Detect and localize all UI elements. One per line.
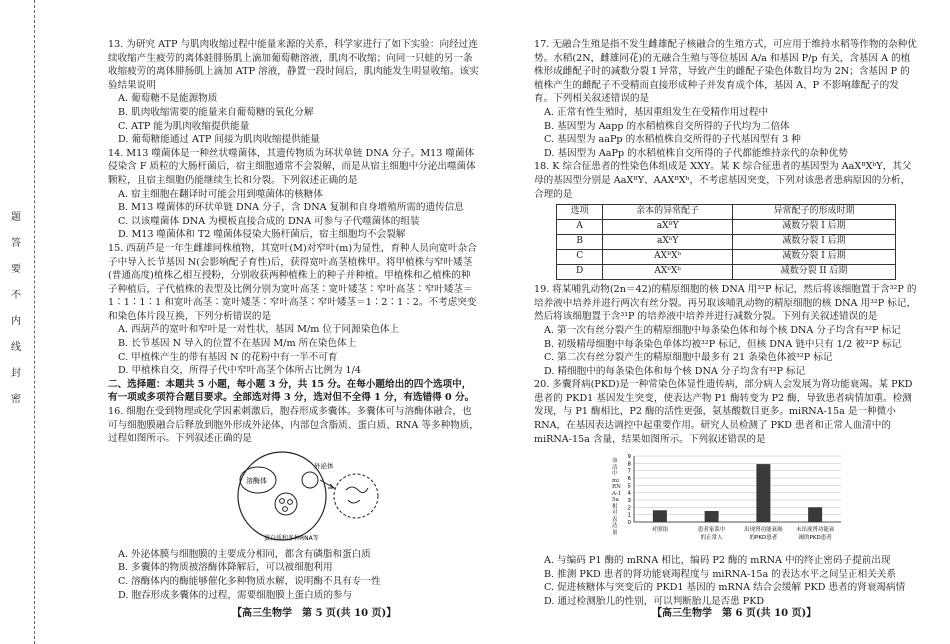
question-20-option-a: A. 与编码 P1 酶的 mRNA 相比，编码 P2 酶的 mRNA 中的终止密码子提前出现 <box>544 555 891 567</box>
chart-bar <box>705 511 719 522</box>
chart-y-tick-label: 5 <box>627 483 631 490</box>
table-row <box>557 265 896 280</box>
cell-membrane-outline <box>238 452 326 540</box>
question-13-option-b: B. 肌肉收缩需要的能量来自葡萄糖的氧化分解 <box>118 106 314 118</box>
question-14-option-a: A. 宿主细胞在翻译时可能会用到噬菌体的核糖体 <box>118 188 323 200</box>
table-cell: AXᵇXᵇ <box>603 265 733 280</box>
right-column <box>534 38 917 609</box>
chart-bar <box>653 511 667 523</box>
chart-y-tick-label: 7 <box>627 468 631 475</box>
question-14 <box>108 147 480 242</box>
exosome-label: 外泌体 <box>314 461 334 470</box>
question-20-chart <box>612 452 851 550</box>
table-cell: aXᵇY <box>603 235 733 250</box>
page-footer-6: 【高三生物学 第 6 页(共 10 页)】 <box>652 608 817 619</box>
binding-margin <box>0 0 35 644</box>
question-15-stem: 15. 西葫芦是一年生雌雄同株植物，其宽叶(M)对窄叶(m)为显性，育种人员向宽叶杂合子中导入长节基因 N(会影响配子育性)后，获得宽叶高茎植株甲。将甲植株与窄叶矮茎(普通高度)植株乙相互授粉，分别收获两种植株上的种子并种植。甲植株和乙植株的种子种植后，子代植株的表型及比例分别为宽叶高茎∶宽叶矮茎∶窄叶高茎∶窄叶矮茎＝1∶1∶1∶1 和宽叶高茎∶宽叶矮茎∶窄叶高茎∶窄叶矮茎＝1∶2∶1∶2。不考虑突变和染色体片段互换，下列分析错误的是 <box>108 242 477 322</box>
question-17-stem: 17. 无融合生殖是指不发生雌雄配子核融合的生殖方式，可应用于维持水稻等作物的杂种优势。水稻(2N，雌雄同花)的无融合生殖与等位基因 A/a 和基因 P/p 有关，含基因 A 的植株形成雌配子时的减数分裂 I 异常，导致产生的雌配子染色体数目均为 2N；含基因 P 的植株产生的雌配子不受精而直接形成种子并发育成个体，基因 A、P 不影响雄配子的发育。下列相关叙述错误的是 <box>534 39 917 105</box>
question-18-stem: 18. K 综合征患者的性染色体组成是 XXY。某 K 综合征患者的基因型为 AaXᴮXᵇY，其父母的基因型分别是 AaXᴮY、AAXᴮXᵇ，不考虑基因突变，下列对该患者患病原因的分析，合理的是 <box>534 161 912 200</box>
table-row <box>557 220 896 235</box>
chart-y-axis-label: 血清中miRNA-15a相对表达量 <box>612 458 622 536</box>
question-19-option-c: C. 第二次有丝分裂产生的精原细胞中最多有 21 条染色体被³²P 标记 <box>544 352 833 364</box>
lysosome-label: 溶酶体 <box>246 476 267 485</box>
question-18 <box>534 160 917 280</box>
table-row <box>557 235 896 250</box>
cargo-label: 蛋白质和多种RNA等 <box>264 534 319 542</box>
table-cell: D <box>557 265 603 280</box>
chart-x-tick-label: 的正常人 <box>700 535 723 542</box>
table-cell: 减数分裂 I 后期 <box>732 235 895 250</box>
chart-x-tick-label: 出现肾功能衰竭 <box>744 527 783 534</box>
question-20-option-b: B. 推测 PKD 患者的肾功能衰竭程度与 miRNA-15a 的表达水平之间呈正相关关系 <box>544 568 896 580</box>
question-13-option-d: D. 葡萄糖能通过 ATP 间接为肌肉收缩提供能量 <box>118 134 320 146</box>
table-header-option: 选项 <box>557 205 603 220</box>
question-16-figure <box>224 450 384 546</box>
question-19-option-b: B. 初级精母细胞中每条染色单体均被³²P 标记，但核 DNA 链中只有 1/2 被³²P 标记 <box>544 338 902 350</box>
question-19 <box>534 283 917 378</box>
chart-x-tick-label: 竭的PKD患者 <box>798 535 832 542</box>
question-15-option-b: B. 长节基因 N 导入的位置不在基因 M/m 所在染色体上 <box>118 338 357 350</box>
question-15 <box>108 242 480 378</box>
chart-x-tick-label: 未出现肾功能衰 <box>795 527 835 534</box>
question-20-stem: 20. 多囊肾病(PKD)是一种常染色体显性遗传病，部分病人会发展为肾功能衰竭。某 PKD 患者的 PKD1 基因发生突变，使表达产物 P1 酶转变为 P2 酶，导致患者病情加重。检测发现，与 P1 酶相比，P2 酶的活性更强，氨基酸数目更多。miRNA-15a 是一种微小 RNA，在基因表达调控中起重要作用。研究人员检测了 PKD 患者和正常人血清中的 miRNA-15a 含量，结果如图所示。下列叙述错误的是 <box>534 379 913 445</box>
chart-x-tick-label: 的PKD患者 <box>749 535 778 542</box>
chart-bar <box>756 464 770 522</box>
question-15-option-a: A. 西葫芦的宽叶和窄叶是一对性状，基因 M/m 位于同源染色体上 <box>118 324 400 336</box>
page-footer-5: 【高三生物学 第 5 页(共 10 页)】 <box>232 608 397 619</box>
exocytosis-diagram <box>224 450 384 546</box>
table-cell: AXᴮXᵇ <box>603 250 733 265</box>
table-cell: C <box>557 250 603 265</box>
question-13-option-a: A. 葡萄糖不是能源物质 <box>118 93 218 105</box>
question-17 <box>534 38 917 160</box>
question-14-stem: 14. M13 噬菌体是一种丝状噬菌体，其遗传物质为环状单链 DNA 分子。M13 噬菌体侵染含 F 质粒的大肠杆菌后，宿主细胞通常不会裂解，而是从宿主细胞中分泌出噬菌体颗粒，且宿主细胞仍能继续生长和分裂。下列叙述正确的是 <box>108 147 476 186</box>
chart-y-tick-label: 0 <box>627 520 631 527</box>
chart-bar <box>808 508 822 523</box>
mirna-bar-chart <box>616 452 851 550</box>
question-16-option-b: B. 多囊体的物质被溶酶体降解后，可以被细胞利用 <box>118 562 333 574</box>
question-16 <box>108 405 480 602</box>
table-cell: B <box>557 235 603 250</box>
table-cell: 减数分裂 I 后期 <box>732 220 895 235</box>
question-14-option-b: B. M13 噬菌体的环状单链 DNA 分子，含 DNA 复制和自身增殖所需的遗传信息 <box>118 202 464 214</box>
section-2-heading: 二、选择题：本题共 5 小题，每小题 3 分，共 15 分。在每小题给出的四个选项中，有一项或多项符合题目要求。全部选对得 3 分，选对但不全得 1 分，有选错得 0 分。 <box>108 378 475 404</box>
chart-y-tick-label: 1 <box>627 512 631 519</box>
recipient-cell <box>334 474 378 518</box>
question-13-stem: 13. 为研究 ATP 与肌肉收缩过程中能量来源的关系，科学家进行了如下实验：向经过连续收缩产生疲劳的离体蛙腓肠肌上滴加葡萄糖溶液，肌肉不收缩；向同一只蛙的另一条收缩疲劳的离体腓肠肌上滴加 ATP 溶液，静置一段时间后，肌肉能发生明显收缩。该实验结果说明 <box>108 39 479 91</box>
question-16-option-d: D. 胞吞形成多囊体的过程，需要细胞膜上蛋白质的参与 <box>118 589 353 601</box>
question-16-option-a: A. 外泌体膜与细胞膜的主要成分相同，都含有磷脂和蛋白质 <box>118 548 371 560</box>
question-20 <box>534 378 917 608</box>
chart-y-tick-label: 2 <box>627 505 631 512</box>
question-18-table <box>556 204 896 280</box>
binding-margin-text: 题 答 要 不 内 线 封 密 <box>11 212 21 405</box>
question-19-option-a: A. 第一次有丝分裂产生的精原细胞中每条染色体和每个核 DNA 分子均含有³²P 标记 <box>544 324 901 336</box>
left-column <box>108 38 480 602</box>
question-19-option-d: D. 精细胞中的每条染色体和每个核 DNA 分子均含有³²P 标记 <box>544 365 806 377</box>
question-14-option-c: C. 以该噬菌体 DNA 为模板直接合成的 DNA 可参与子代噬菌体的组装 <box>118 215 420 227</box>
question-16-stem: 16. 细胞在受到物理或化学因素刺激后，胞吞形成多囊体。多囊体可与溶酶体融合，也可与细胞膜融合后释放到胞外形成外泌体，内部包含脂质、蛋白质、RNA 等多种物质，过程如图所示。下列叙述正确的是 <box>108 406 479 445</box>
question-17-option-c: C. 基因型为 aaPp 的水稻植株自交所得的子代基因型有 3 种 <box>544 134 801 146</box>
question-19-stem: 19. 将某哺乳动物(2n＝42)的精原细胞的核 DNA 用³²P 标记，然后将该细胞置于含³²P 的培养液中培养并进行两次有丝分裂。再另取该哺乳动物的精原细胞的核 DNA 用³²P 标记，然后将该细胞置于含³¹P 的培养液中培养并进行减数分裂。下列有关叙述错误的是 <box>534 284 917 323</box>
chart-y-tick-label: 3 <box>627 498 631 505</box>
chart-x-tick-label: 对照组 <box>651 527 669 534</box>
chart-y-tick-label: 8 <box>627 461 631 468</box>
table-header-gamete: 亲本的异常配子 <box>603 205 733 220</box>
chart-y-tick-label: 4 <box>627 490 631 497</box>
table-cell: A <box>557 220 603 235</box>
exosome-vesicle <box>302 472 318 488</box>
question-14-option-d: D. M13 噬菌体和 T2 噬菌体侵染大肠杆菌后，宿主细胞均不会裂解 <box>118 229 406 241</box>
table-cell: 减数分裂 II 后期 <box>732 265 895 280</box>
question-20-option-c: C. 促进核糖体与突变后的 PKD1 基因的 mRNA 结合会缓解 PKD 患者的肾衰竭病情 <box>544 582 906 594</box>
table-row <box>557 250 896 265</box>
question-15-option-d: D. 甲植株自交，所得子代中窄叶高茎个体所占比例为 1/4 <box>118 365 362 377</box>
question-17-option-b: B. 基因型为 Aapp 的水稻植株自交所得的子代均为二倍体 <box>544 120 790 132</box>
chart-x-tick-label: 患者家系中 <box>697 527 726 534</box>
table-header-period: 异常配子的形成时期 <box>732 205 895 220</box>
question-16-option-c: C. 溶酶体内的酶能够催化多种物质水解，说明酶不具有专一性 <box>118 576 381 587</box>
question-17-option-a: A. 正常有性生殖时，基因重组发生在受精作用过程中 <box>544 106 769 118</box>
question-20-option-d: D. 通过检测胎儿的性别，可以判断胎儿是否患 PKD <box>544 596 765 608</box>
question-13 <box>108 38 480 147</box>
table-cell: aXᴮY <box>603 220 733 235</box>
chart-y-tick-label: 6 <box>627 476 631 483</box>
chart-y-tick-label: 9 <box>627 454 631 461</box>
table-cell: 减数分裂 I 后期 <box>732 250 895 265</box>
question-15-option-c: C. 甲植株产生的带有基因 N 的花粉中有一半不可育 <box>118 351 338 363</box>
question-17-option-d: D. 基因型为 AaPp 的水稻植株自交所得的子代都能维持亲代的杂种优势 <box>544 147 848 159</box>
question-13-option-c: C. ATP 能为肌肉收缩提供能量 <box>118 120 250 132</box>
